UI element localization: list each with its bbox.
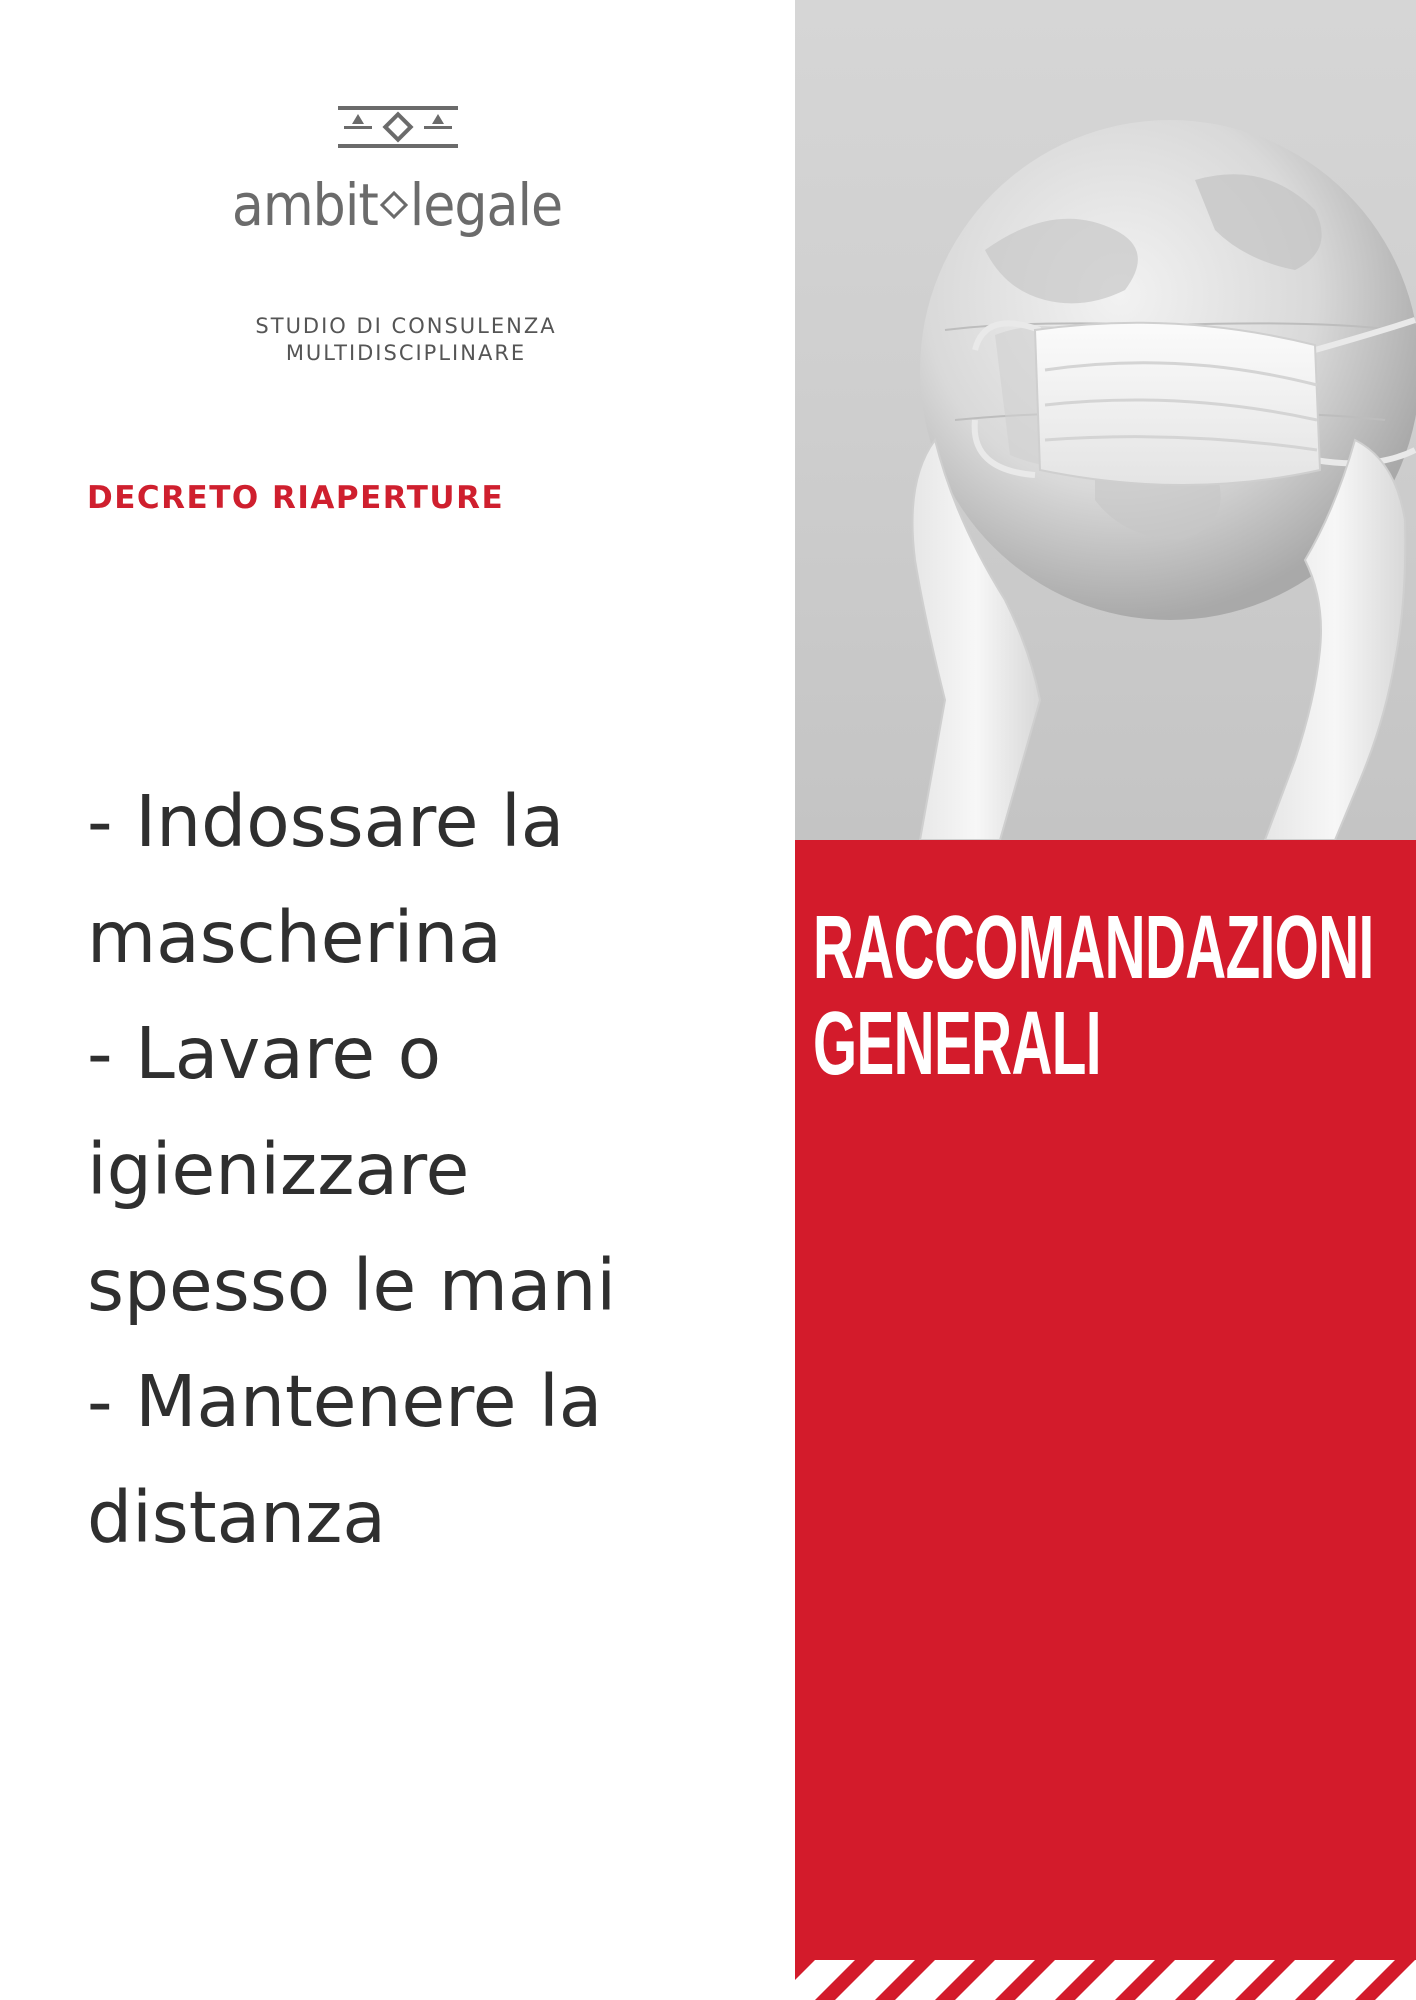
list-line: - Lavare o [87, 1012, 442, 1095]
brand-wordmark [222, 170, 572, 240]
section-eyebrow: DECRETO RIAPERTURE [87, 480, 505, 516]
brand-wordmark-part1: ambit [231, 171, 378, 239]
list-line: distanza [87, 1476, 386, 1559]
list-line: - Mantenere la [87, 1360, 603, 1443]
panel-title-line-1: RACCOMANDAZIONI [813, 898, 1374, 998]
panel-title [813, 898, 1374, 1094]
tagline-line-2: MULTIDISCIPLINARE [285, 341, 527, 365]
panel-title-line-2: GENERALI [813, 994, 1101, 1094]
globe-with-mask-photo [795, 0, 1416, 840]
diamond-icon [380, 191, 408, 219]
list-line: spesso le mani [87, 1244, 617, 1327]
brand-tagline [200, 313, 612, 367]
brand-wordmark-part2: legale [409, 171, 563, 239]
list-line: igienizzare [87, 1128, 470, 1211]
tagline-line-1: STUDIO DI CONSULENZA [255, 314, 557, 338]
scales-logo-icon [328, 100, 468, 150]
right-column [795, 0, 1416, 2000]
globe-with-mask-photo-icon [795, 0, 1416, 840]
recommendations-list [87, 764, 767, 1576]
brand-logo [222, 100, 572, 250]
hazard-stripe [795, 1960, 1416, 2000]
red-panel [795, 840, 1416, 1960]
list-line: - Indossare la [87, 780, 565, 863]
list-line: mascherina [87, 896, 502, 979]
